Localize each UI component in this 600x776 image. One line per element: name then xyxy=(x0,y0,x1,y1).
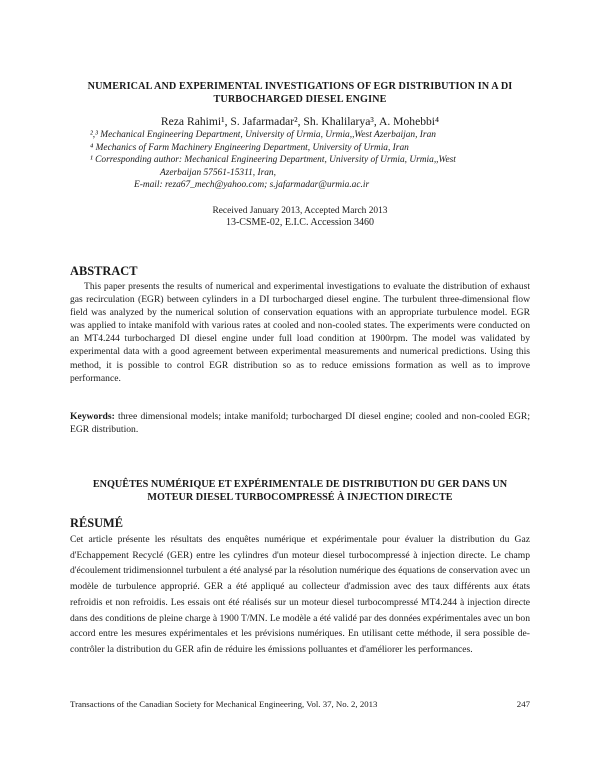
affiliation-line: Azerbaijan 57561-15311, Iran, xyxy=(160,167,276,178)
page-number: 247 xyxy=(516,699,530,709)
affiliation-line: ²,³ Mechanical Engineering Department, University of Urmia, Urmia,,West Azerbaijan, Iran xyxy=(90,130,436,140)
accession-number: 13-CSME-02, E.I.C. Accession 3460 xyxy=(225,217,375,228)
keywords-text: three dimensional models; intake manifold; turbocharged DI diesel engine; cooled and non-cooled EGR; EGR distribution. xyxy=(70,411,530,436)
paper-title: NUMERICAL AND EXPERIMENTAL INVESTIGATIONS OF EGR DISTRIBUTION IN A DI TURBOCHARGED DIESEL ENGINE xyxy=(87,81,513,105)
abstract-heading: ABSTRACT xyxy=(70,264,138,278)
author-list: Reza Rahimi¹, S. Jafarmadar², Sh. Khalilarya³, A. Mohebbi⁴ xyxy=(160,115,440,128)
resume-text: Cet article présente les résultats des enquêtes numérique et expérimentale pour évaluer la distribution du Gaz d'Echappement Recyclé (GER) entre les cylindres d'un moteur diesel turbocompressé à injection directe. Le champ d'écoulement tridimensionnel turbulent a été analysé par la résolution numérique des équations de conservation avec un modèle de turbulence approprié. GER a été appliqué au collecteur d'admission avec des taux différents aux états refroidis et non refroidis. Les essais ont été réalisés sur un moteur diesel turbocompressé MT4.244 à injection directe dans des conditions de pleine charge à 1900 T/MN. Le modèle a été validé par des données expérimentales avec un bon accord entre les mesures expérimentales et les prévisions numériques. En utilisant cette méthode, il sera possible de-contrôler la distribution du GER afin de réduire les émissions polluantes et d'améliorer les performances. xyxy=(70,534,530,655)
affiliations xyxy=(90,129,550,192)
french-title: ENQUÊTES NUMÉRIQUE ET EXPÉRIMENTALE DE DISTRIBUTION DU GER DANS UN MOTEUR DIESEL TURBOCOMPRESSÉ À INJECTION DIRECTE xyxy=(92,479,508,503)
affiliation-line: ⁴ Mechanics of Farm Machinery Engineering Department, University of Urmia, Iran xyxy=(90,142,409,153)
received-date: Received January 2013, Accepted March 2013 xyxy=(212,206,388,216)
keywords-label: Keywords: xyxy=(70,411,115,422)
journal-citation: Transactions of the Canadian Society for Mechanical Engineering, Vol. 37, No. 2, 2013 xyxy=(70,699,378,709)
keywords-paragraph xyxy=(70,410,530,436)
affiliation-line: ¹ Corresponding author: Mechanical Engineering Department, University of Urmia, Urmia,,West xyxy=(90,155,456,166)
resume-heading: RÉSUMÉ xyxy=(70,516,124,530)
author-email: E-mail: reza67_mech@yahoo.com; s.jafarmadar@urmia.ac.ir xyxy=(134,180,370,191)
abstract-text: This paper presents the results of numerical and experimental investigations to evaluate the distribution of exhaust gas recirculation (EGR) between cylinders in a DI turbocharged diesel engine. The turbulent three-dimensional flow field was analyzed by the numerical solution of conservation equations with an appropriate turbulence model. EGR was applied to intake manifold with various rates at cooled and non-cooled states. The experiments were conducted on an MT4.244 turbocharged DI diesel engine under full load condition at 1900rpm. The model was validated by experimental data with a good agreement between experimental measurements and numerical predictions. Using this method, it is possible to control EGR distribution so as to reduce emissions formation as well as to improve performance. xyxy=(70,281,530,384)
